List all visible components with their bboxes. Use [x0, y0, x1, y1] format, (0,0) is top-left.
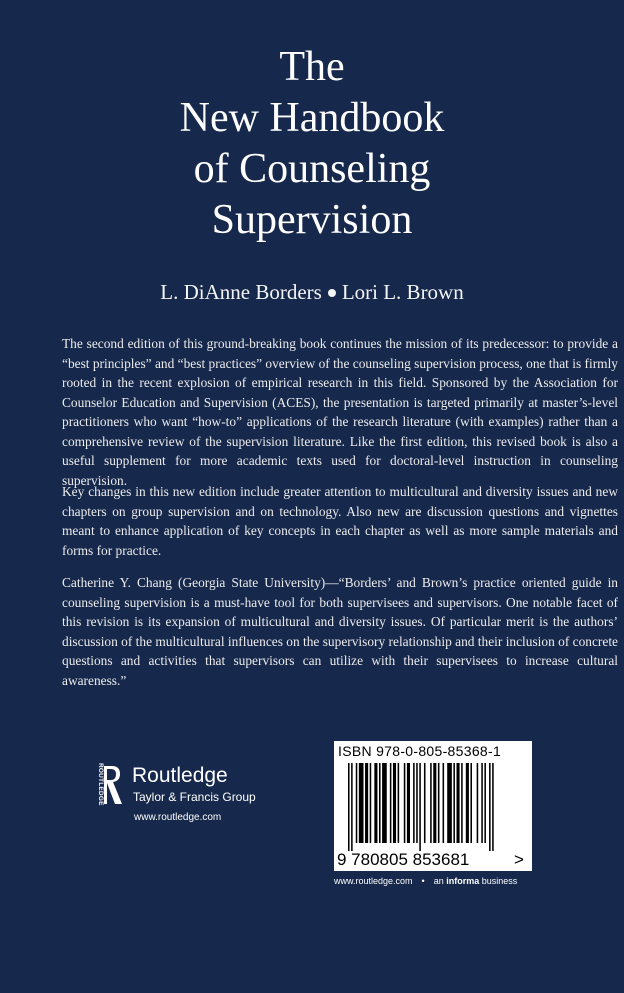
title-line-4: Supervision [211, 197, 413, 243]
author-first: L. DiAnne Borders [160, 280, 322, 304]
title-line-1: The [279, 44, 345, 90]
barcode-bars [334, 761, 532, 871]
publisher-group: Taylor & Francis Group [133, 790, 256, 804]
title-line-3: of Counseling [193, 146, 431, 192]
description-paragraph-2: Key changes in this new edition include greater attention to multicultural and diversity issues and new chapters on group supervision and on technology. Also new are discussion questions and vignettes meant to enhance application of key concepts in each chapter as well as more sample materials and forms for practice. [62, 484, 618, 558]
footer-url[interactable]: www.routledge.com [334, 876, 413, 886]
footer-suffix: business [481, 876, 518, 886]
barcode-chevron: > [514, 850, 524, 869]
authors [0, 280, 624, 305]
footer-line [334, 876, 517, 886]
isbn-label: ISBN 978-0-805-85368-1 [338, 743, 502, 759]
routledge-logo-icon [88, 762, 130, 808]
publisher-name: Routledge [132, 764, 228, 787]
author-second: Lori L. Brown [341, 280, 464, 304]
description-paragraph-1: The second edition of this ground-breaking book continues the mission of its predecessor: to provide a “best principles” and “best practices” overview of the counseling supervision process, one that is firmly rooted in the recent explosion of empirical research in this field. Sponsored by the Association for Counselor Education and Supervision (ACES), the presentation is targeted primarily at master’s-level practitioners who want “how-to” applications of the research literature (with examples) rather than a comprehensive review of the supervision literature. Like the first edition, this revised book is also a useful supplement for more academic texts used for doctoral-level instruction in counseling supervision. [62, 336, 618, 488]
bullet-separator [328, 289, 336, 297]
isbn-barcode [334, 741, 532, 871]
endorsement-quote: Catherine Y. Chang (Georgia State University)—“Borders’ and Brown’s practice oriented guide in counseling supervision is a must-have tool for both supervisees and supervisors. One notable facet of this revision is its expansion of multicultural and diversity issues. Of particular merit is the authors’ discussion of the multicultural influences on the supervisory relationship and their inclusion of concrete questions and activities that supervisors can utilize with their supervisees to increase cultural awareness.” [62, 575, 618, 688]
book-title [0, 42, 624, 246]
footer-separator: • [421, 876, 425, 886]
title-line-2: New Handbook [179, 95, 445, 141]
informa-brand: informa [446, 876, 480, 886]
footer-prefix: an [433, 876, 444, 886]
svg-text:ROUTLEDGE: ROUTLEDGE [97, 763, 104, 806]
publisher-url[interactable]: www.routledge.com [134, 812, 222, 823]
barcode-digits: 9 780805 853681 [337, 850, 470, 869]
